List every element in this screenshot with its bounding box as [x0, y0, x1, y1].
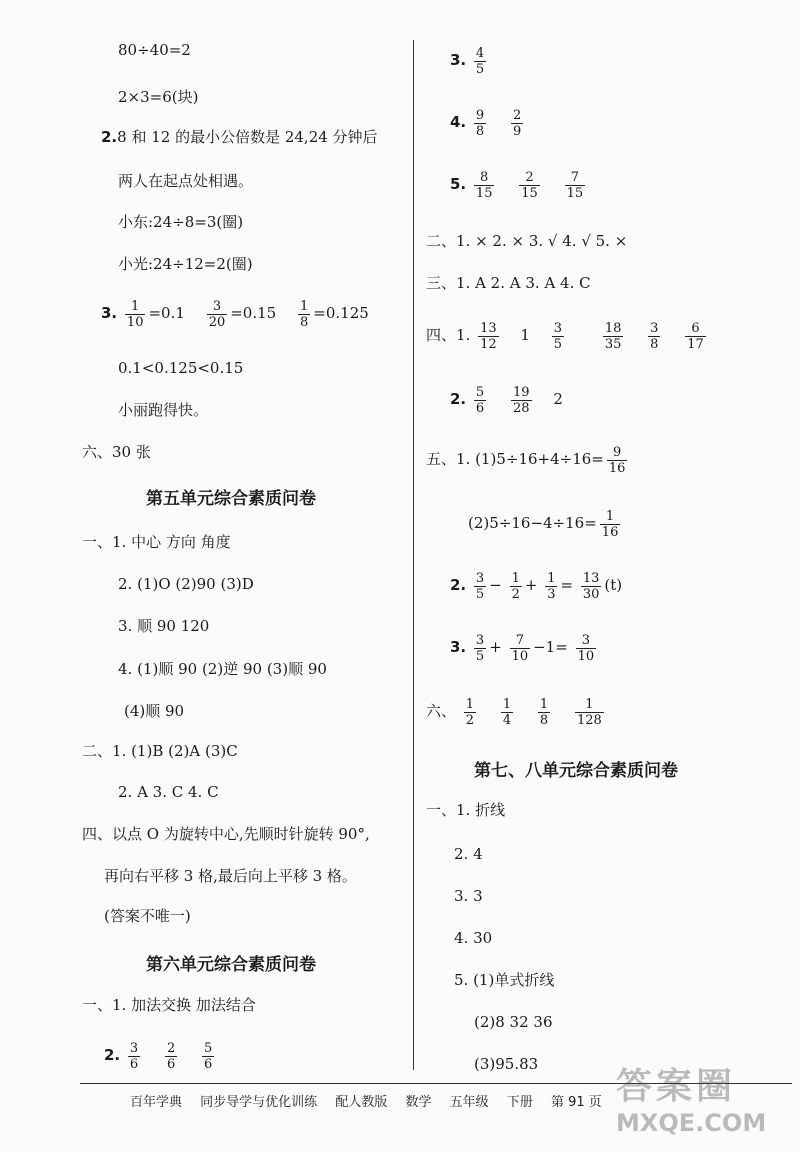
- fraction: $\frac{1}{8}$: [539, 696, 549, 728]
- q2-xiaoguang: 小光:24÷12=2(圈): [118, 255, 253, 273]
- u5-er2: 2. A 3. C 4. C: [118, 783, 219, 801]
- footer-page-number: 第 91 页: [550, 1095, 602, 1110]
- u6-q2: 2. $\frac{3}{6}$ $\frac{2}{6}$ $\frac{5}{6}$: [104, 1040, 213, 1072]
- footer-edition: 配人教版: [335, 1095, 388, 1110]
- r-wu3: 2. $\frac{3}{5}$ − $\frac{1}{2}$ + $\frac{1}{3}$ = $\frac{13}{30}$ (t): [450, 570, 623, 602]
- u5-si3: (答案不唯一): [104, 907, 191, 925]
- u78-q1: 一、1. 折线: [426, 801, 506, 819]
- column-divider: [413, 40, 414, 1070]
- fraction: $\frac{1}{10}$: [126, 298, 144, 330]
- u78-q5: 5. (1)单式折线: [454, 971, 555, 989]
- u5-q4: 4. (1)顺 90 (2)逆 90 (3)顺 90: [118, 660, 327, 678]
- q3-answer: 小丽跑得快。: [118, 401, 209, 419]
- q2-xiaodong: 小东:24÷8=3(圈): [118, 213, 244, 231]
- u78-q2: 2. 4: [454, 845, 483, 863]
- footer-grade: 五年级: [449, 1095, 489, 1110]
- fraction: $\frac{9}{16}$: [608, 444, 626, 476]
- fraction: $\frac{2}{15}$: [521, 169, 538, 201]
- fraction: $\frac{1}{4}$: [502, 696, 512, 728]
- r-liu: 六、 $\frac{1}{2}$ $\frac{1}{4}$ $\frac{1}{8}$ $\frac{1}{128}$: [426, 696, 602, 728]
- fraction: $\frac{18}{35}$: [604, 320, 622, 352]
- fraction: $\frac{7}{10}$: [511, 632, 529, 664]
- q2-number: 2.: [101, 128, 118, 146]
- fraction: $\frac{1}{2}$: [465, 696, 475, 728]
- r-er: 二、1. × 2. × 3. √ 4. √ 5. ×: [426, 232, 628, 250]
- fraction: $\frac{7}{15}$: [566, 169, 584, 201]
- q3-compare: 0.1<0.125<0.15: [118, 359, 244, 377]
- u78-q5c: (3)95.83: [474, 1055, 539, 1073]
- r-san: 三、1. A 2. A 3. A 4. C: [426, 274, 591, 292]
- section-six: 六、30 张: [82, 443, 151, 461]
- r-wu2: (2)5÷16−4÷16= $\frac{1}{16}$: [468, 508, 619, 540]
- u78-q3: 3. 3: [454, 887, 483, 905]
- u5-si1: 四、以点 O 为旋转中心,先顺时针旋转 90°,: [82, 825, 370, 843]
- footer: [130, 1091, 616, 1110]
- q2-line: [101, 127, 378, 147]
- u5-q3: 3. 顺 90 120: [118, 617, 210, 635]
- r-q4: 4. $\frac{9}{8}$ $\frac{2}{9}$: [450, 107, 522, 139]
- u5-q1: 一、1. 中心 方向 角度: [82, 533, 231, 551]
- fraction: $\frac{9}{8}$: [475, 107, 485, 139]
- fraction: $\frac{8}{15}$: [475, 169, 493, 201]
- fraction: $\frac{3}{10}$: [577, 632, 595, 664]
- fraction: $\frac{3}{20}$: [208, 298, 226, 330]
- q3-line: 3. $\frac{1}{10}$ =0.1 $\frac{3}{20}$ =0.15 $\frac{1}{8}$ =0.125: [101, 298, 369, 330]
- footer-volume: 下册: [506, 1095, 533, 1110]
- footer-series: 百年学典: [130, 1095, 183, 1110]
- line-80div40: 80÷40=2: [118, 41, 191, 59]
- u5-q2: 2. (1)O (2)90 (3)D: [118, 575, 254, 593]
- q3-number: 3.: [101, 304, 118, 322]
- fraction: $\frac{1}{8}$: [299, 298, 309, 330]
- fraction: $\frac{1}{128}$: [576, 696, 602, 728]
- fraction: $\frac{1}{2}$: [511, 570, 520, 602]
- r-wu4: 3. $\frac{3}{5}$ + $\frac{7}{10}$ −1= $\frac{3}{10}$: [450, 632, 595, 664]
- fraction: $\frac{13}{30}$: [582, 570, 600, 602]
- fraction: $\frac{1}{16}$: [601, 508, 619, 540]
- q2-line2: 两人在起点处相遇。: [118, 172, 254, 190]
- u78-q4: 4. 30: [454, 929, 493, 947]
- footer-book: 同步导学与优化训练: [200, 1095, 318, 1110]
- line-2x3: 2×3=6(块): [118, 88, 199, 106]
- u5-q4b: (4)顺 90: [124, 702, 185, 720]
- fraction: $\frac{3}{5}$: [475, 632, 485, 664]
- r-si1: 四、1. $\frac{13}{12}$ 1 $\frac{3}{5}$ $\frac{18}{35}$ $\frac{3}{8}$ $\frac{6}{17}$: [426, 320, 704, 352]
- r-wu1: 五、1. (1)5÷16+4÷16= $\frac{9}{16}$: [426, 444, 626, 476]
- u5-si2: 再向右平移 3 格,最后向上平移 3 格。: [104, 867, 357, 885]
- fraction: $\frac{6}{17}$: [687, 320, 704, 352]
- u5-er1: 二、1. (1)B (2)A (3)C: [82, 742, 238, 760]
- unit6-heading: 第六单元综合素质问卷: [146, 955, 316, 975]
- fraction: $\frac{5}{6}$: [475, 384, 485, 416]
- r-q3: 3. $\frac{4}{5}$: [450, 45, 485, 77]
- watermark-logo: 答案圈 MXQE.COM: [616, 1066, 767, 1137]
- fraction: $\frac{13}{12}$: [480, 320, 497, 352]
- q2-text: 8 和 12 的最小公倍数是 24,24 分钟后: [117, 128, 378, 146]
- fraction: $\frac{5}{6}$: [204, 1040, 213, 1072]
- unit5-heading: 第五单元综合素质问卷: [146, 489, 316, 509]
- fraction: $\frac{3}{5}$: [553, 320, 563, 352]
- fraction: $\frac{19}{28}$: [512, 384, 530, 416]
- u78-q5b: (2)8 32 36: [474, 1013, 553, 1031]
- fraction: $\frac{3}{8}$: [650, 320, 659, 352]
- fraction: $\frac{4}{5}$: [475, 45, 485, 77]
- fraction: $\frac{2}{9}$: [512, 107, 522, 139]
- fraction: $\frac{1}{3}$: [547, 570, 556, 602]
- u6-q1: 一、1. 加法交换 加法结合: [82, 996, 256, 1014]
- r-si2: 2. $\frac{5}{6}$ $\frac{19}{28}$ 2: [450, 384, 563, 416]
- fraction: $\frac{3}{6}$: [129, 1040, 139, 1072]
- footer-subject: 数学: [405, 1095, 432, 1110]
- unit78-heading: 第七、八单元综合素质问卷: [474, 761, 678, 781]
- r-q5: 5. $\frac{8}{15}$ $\frac{2}{15}$ $\frac{7}{15}$: [450, 169, 584, 201]
- fraction: $\frac{2}{6}$: [166, 1040, 176, 1072]
- fraction: $\frac{3}{5}$: [475, 570, 485, 602]
